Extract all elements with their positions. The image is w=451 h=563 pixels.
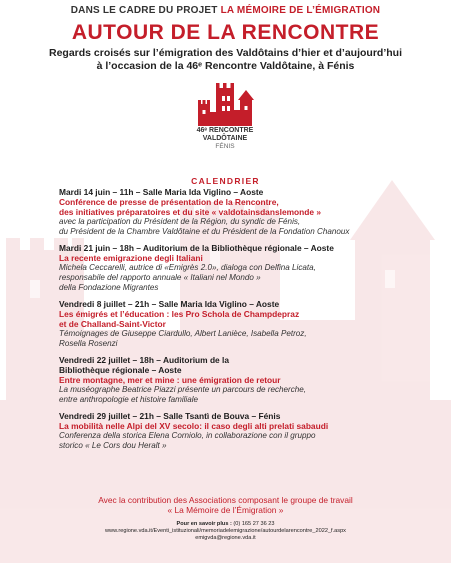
event-description-line: Conferenza della storica Elena Corniolo, in collaborazione con il gruppo [59, 431, 316, 440]
subtitle [0, 47, 451, 73]
contribution-line-1: Avec la contribution des Associations composant le groupe de travail [98, 495, 353, 505]
event-item [59, 187, 399, 237]
event-description-line: Michela Ceccarelli, autrice di «Emigrès 2.0», dialoga con Delfina Licata, [59, 263, 316, 272]
subtitle-line-1: Regards croisés sur l’émigration des Valdôtains d’hier et d’aujourd’hui [48, 47, 402, 59]
event-date-place: Bibliothèque régionale – Aoste [59, 365, 182, 375]
event-item [59, 411, 399, 451]
event-description-line: avec la participation du Président de la Région, du syndic de Fénis, [59, 217, 301, 226]
contact-phone: (0) 165 27 36 23 [233, 521, 275, 527]
contact-email-link[interactable]: emigvda@regione.vda.it [195, 535, 256, 541]
contact-info [0, 521, 451, 542]
event-description-line: Témoignages de Giuseppe Ciardullo, Albert Lanièce, Isabella Petroz, [59, 329, 307, 338]
event-description-line: responsabile del rapporto annuale « Italiani nel Mondo » [59, 273, 261, 282]
event-item [59, 355, 399, 405]
event-title-line: La mobilità nelle Alpi del XV secolo: il caso degli alti prelati sabaudi [59, 421, 329, 431]
event-item [59, 243, 399, 293]
event-title-line: et de Challand-Saint-Victor [59, 319, 166, 329]
event-title-line: La recente emigrazione degli Italiani [59, 253, 203, 263]
event-date-place: Vendredi 22 juillet – 18h – Auditorium de la [59, 355, 230, 365]
event-title-line: Les émigrés et l’éducation : les Pro Schola de Champdepraz [59, 309, 300, 319]
contact-url-link[interactable]: www.regione.vda.it/Eventi_istituzionali/memoriadelemigrazione/autourdelarencontre_2022_f.aspx [105, 528, 346, 534]
logo-place: FÉNIS [215, 143, 235, 150]
event-title-line: des initiatives préparatoires et du site « valdotainsdanslemonde » [59, 207, 322, 217]
event-date-place: Mardi 14 juin – 11h – Salle Maria Ida Viglino – Aoste [59, 187, 264, 197]
event-date-place: Mardi 21 juin – 18h – Auditorium de la Bibliothèque régionale – Aoste [59, 243, 334, 253]
logo-name: VALDÔTAINE [202, 135, 248, 142]
event-title-line: Conférence de presse de présentation de la Rencontre, [59, 197, 279, 207]
event-item [59, 299, 399, 349]
project-prefix: DANS LE CADRE DU PROJET [70, 5, 221, 16]
subtitle-line-2: à l’occasion de la 46ᵉ Rencontre Valdôtaine, à Fénis [96, 60, 355, 72]
project-line [0, 0, 451, 18]
contribution-note [0, 495, 451, 515]
rencontre-logo [184, 82, 266, 174]
event-description-line: La muséographe Beatrice Piazzi présente un parcours de recherche, [59, 385, 307, 394]
logo-number: 46ᵉ RENCONTRE [196, 127, 254, 134]
event-date-place: Vendredi 8 juillet – 21h – Salle Maria Ida Viglino – Aoste [59, 299, 280, 309]
calendar-heading: CALENDRIER [191, 176, 260, 186]
events-list [59, 187, 399, 457]
event-date-place: Vendredi 29 juillet – 21h – Salle Tsantì de Bouva – Fénis [59, 411, 281, 421]
event-description-line: Rosella Rosenzi [59, 339, 118, 348]
event-description-line: du Président de la Chambre Valdôtaine et du Président de la Fondation Chanoux [59, 227, 350, 236]
contact-label: Pour en savoir plus : [176, 521, 232, 527]
event-title-line: Entre montagne, mer et mine : une émigration de retour [59, 375, 281, 385]
project-name: LA MÉMOIRE DE L’ÉMIGRATION [220, 5, 381, 16]
page-title: AUTOUR DE LA RENCONTRE [71, 21, 380, 44]
castle-logo-icon [196, 82, 254, 126]
event-description-line: storico « Le Cors dou Heralt » [59, 441, 167, 450]
contribution-line-2: « La Mémoire de l’Émigration » [167, 505, 284, 515]
event-description-line: entre anthropologie et histoire familiale [59, 395, 199, 404]
event-description-line: della Fondazione Migrantes [59, 283, 159, 292]
